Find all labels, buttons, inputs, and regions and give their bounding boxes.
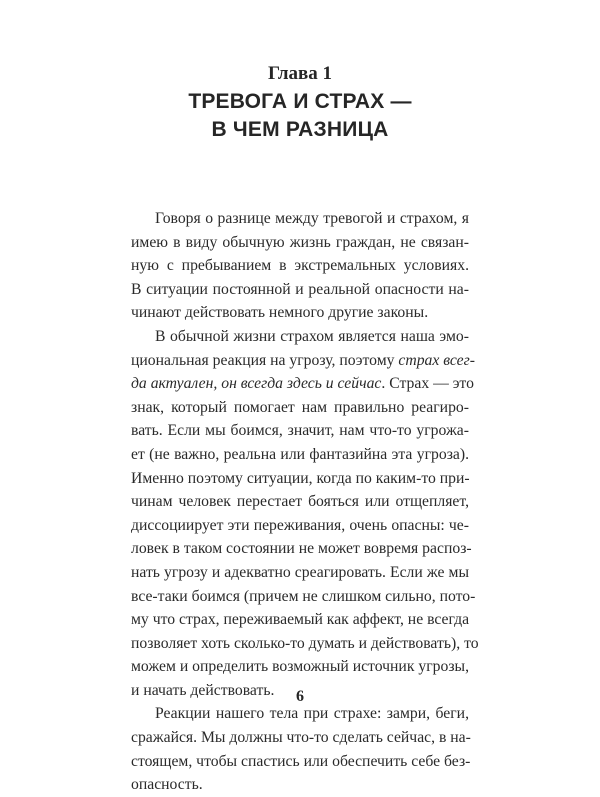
text-line: ную с пребыванием в экстремальных условиях. [131, 257, 469, 275]
text-line [131, 349, 475, 373]
text-segment: . Страх — это [381, 375, 474, 393]
text-segment: циональная реакция на угрозу, поэтому [131, 351, 399, 369]
text-line: му что страх, переживаемый как аффект, не всегда [131, 611, 470, 629]
text-line: ловек в таком состоянии не может вовремя распоз- [131, 540, 472, 558]
text-line: В обычной жизни страхом является наша эмо- [155, 327, 469, 345]
text-line: ет (не важно, реальна или фантазийна эта угроза). [131, 445, 469, 463]
text-line: вать. Если мы боимся, значит, нам что-то угрожа- [131, 422, 469, 440]
text-line: все-таки боимся (причем не слишком сильно, пото- [131, 587, 476, 605]
text-line: Говоря о разнице между тревогой и страхом, я [155, 210, 469, 227]
text-line: нать угрозу и адекватно среагировать. Если же мы [131, 563, 469, 581]
text-line: позволяет хоть сколько-то думать и действовать), то [131, 634, 479, 652]
text-line: чинают действовать немного другие законы. [131, 304, 429, 322]
text-line: Именно поэтому ситуации, когда по каким-то при- [131, 469, 470, 487]
chapter-title-line-2: В ЧЕМ РАЗНИЦА [211, 118, 389, 141]
text-line: диссоциирует эти переживания, очень опасны: че- [131, 516, 469, 534]
text-line: стоящем, чтобы спастись или обеспечить себе без- [131, 752, 471, 770]
chapter-heading [0, 62, 600, 144]
text-line: можем и определить возможный источник угрозы, [131, 658, 469, 676]
text-line [131, 372, 474, 396]
text-line: чинам человек перестает бояться или отщепляет, [131, 493, 469, 511]
emphasis-text: страх всег- [398, 351, 475, 369]
text-line: имею в виду обычную жизнь граждан, не связан- [131, 233, 469, 251]
body-text [131, 207, 479, 797]
text-line: сражайся. Мы должны что-то сделать сейчас, в на- [131, 729, 471, 747]
text-line: знак, который помогает нам правильно реагиро- [131, 398, 469, 416]
chapter-number: Глава 1 [267, 63, 333, 84]
text-line: В ситуации постоянной и реальной опасности на- [131, 280, 469, 298]
text-line: опасность. [131, 776, 203, 794]
emphasis-text: да актуален, он всегда здесь и сейчас [131, 375, 382, 393]
page-number: 6 [296, 688, 304, 705]
text-line: Реакции нашего тела при страхе: замри, беги, [155, 705, 469, 723]
text-line: и начать действовать. [131, 681, 275, 699]
chapter-title-line-1: ТРЕВОГА И СТРАХ — [188, 90, 412, 113]
